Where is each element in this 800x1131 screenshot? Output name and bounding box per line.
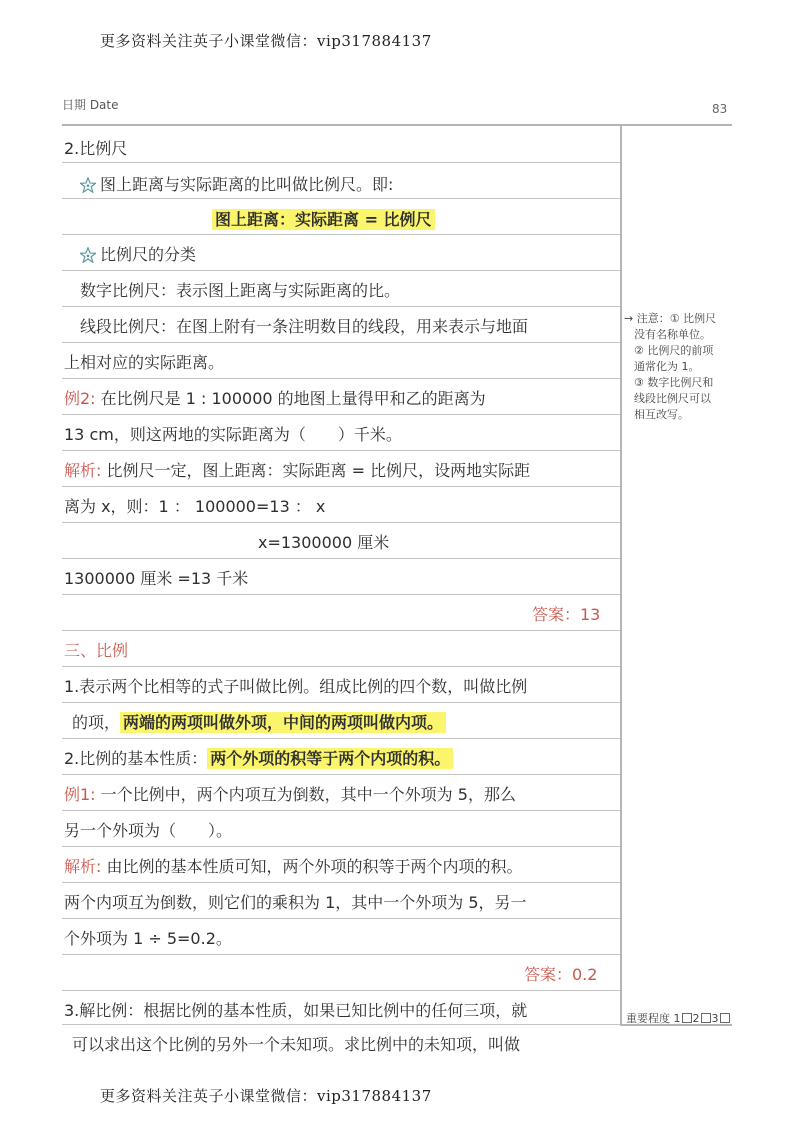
- numeric-scale-line: 数字比例尺：表示图上距离与实际距离的比。: [80, 281, 401, 300]
- rule: [62, 450, 620, 451]
- classification-line: [80, 244, 196, 266]
- terms-text: 的项，: [72, 713, 121, 732]
- side-note-line: 线段比例尺可以: [634, 392, 711, 405]
- side-note-line: ③ 数字比例尺和: [634, 376, 714, 389]
- side-note-line: 没有名称单位。: [634, 328, 711, 341]
- solution-text: 比例尺一定，图上距离：实际距离 = 比例尺，设两地实际距: [106, 461, 531, 480]
- side-note-line: → 注意：① 比例尺: [624, 312, 717, 325]
- example-2-continued: 13 cm，则这两地的实际距离为（ ）千米。: [64, 425, 402, 444]
- rule: [62, 882, 620, 883]
- formula-line: [212, 209, 435, 231]
- importance-rating: [626, 1010, 731, 1026]
- rule: [62, 486, 620, 487]
- basic-property-line: [64, 748, 453, 770]
- section-heading-scale: 2.比例尺: [64, 139, 128, 158]
- rule: [62, 594, 620, 595]
- solution-result: 个外项为 1 ÷ 5=0.2。: [64, 929, 232, 948]
- importance-level-2: 2: [692, 1012, 700, 1025]
- solve-proportion-line: 3.解比例：根据比例的基本性质，如果已知比例中的任何三项，就: [64, 1001, 528, 1020]
- classification-text: 比例尺的分类: [100, 245, 197, 264]
- date-label: 日期 Date: [62, 98, 119, 112]
- basic-property-label: 2.比例的基本性质：: [64, 749, 208, 768]
- highlighted-formula: 图上距离：实际距离 = 比例尺: [212, 209, 435, 230]
- top-banner: 更多资料关注英子小课堂微信：vip317884137: [100, 32, 432, 50]
- rule: [62, 558, 620, 559]
- rule: [62, 1024, 620, 1025]
- rule: [62, 270, 620, 271]
- line-scale-line: 线段比例尺：在图上附有一条注明数目的线段，用来表示与地面: [80, 317, 529, 336]
- rule: [62, 990, 620, 991]
- example-1-continued: 另一个外项为（ ）。: [64, 821, 233, 840]
- proportion-definition-continued: [72, 712, 446, 734]
- highlighted-terms: 两端的两项叫做外项，中间的两项叫做内项。: [120, 712, 446, 733]
- side-note-line: ② 比例尺的前项: [634, 344, 714, 357]
- star-bullet-icon: [80, 177, 96, 193]
- star-bullet-icon: [80, 247, 96, 263]
- solution-continued: 两个内项互为倒数，则它们的乘积为 1，其中一个外项为 5，另一: [64, 893, 527, 912]
- solution-continued: 离为 x，则：1 ： 100000=13 ： x: [64, 497, 326, 516]
- importance-label: 重要程度: [626, 1012, 670, 1025]
- solution-conversion: 1300000 厘米 =13 千米: [64, 569, 249, 588]
- definition-text: 图上距离与实际距离的比叫做比例尺。即:: [100, 175, 394, 194]
- example-2-line: [64, 388, 486, 410]
- checkbox-icon: [701, 1013, 711, 1023]
- bottom-banner: 更多资料关注英子小课堂微信：vip317884137: [100, 1087, 432, 1105]
- example-1-line: [64, 784, 516, 806]
- rule: [62, 846, 620, 847]
- rule: [62, 522, 620, 523]
- highlighted-property: 两个外项的积等于两个内项的积。: [207, 748, 453, 769]
- rule: [62, 414, 620, 415]
- example-label: 例1:: [64, 785, 96, 804]
- rule: [62, 738, 620, 739]
- rule: [62, 198, 620, 199]
- side-note: [624, 311, 754, 423]
- rule: [62, 378, 620, 379]
- rule: [62, 774, 620, 775]
- rule: [62, 702, 620, 703]
- solution-line: [64, 460, 530, 482]
- rule: [62, 954, 620, 955]
- rule: [62, 810, 620, 811]
- header-rule: [62, 124, 732, 126]
- definition-line: [80, 174, 393, 196]
- solve-proportion-continued: 可以求出这个比例的另外一个未知项。求比例中的未知项，叫做: [72, 1035, 521, 1054]
- importance-level-3: 3: [711, 1012, 719, 1025]
- solution-label: 解析:: [64, 857, 102, 876]
- side-note-line: 相互改写。: [634, 408, 689, 421]
- rule: [62, 162, 620, 163]
- proportion-definition: 1.表示两个比相等的式子叫做比例。组成比例的四个数，叫做比例: [64, 677, 528, 696]
- solution-line: [64, 856, 523, 878]
- checkbox-icon: [720, 1013, 730, 1023]
- answer-line: 答案：0.2: [524, 965, 598, 984]
- solution-result: x=1300000 厘米: [258, 533, 390, 552]
- importance-level-1: 1: [673, 1012, 681, 1025]
- rule: [62, 918, 620, 919]
- margin-rule: [620, 124, 622, 1024]
- solution-text: 由比例的基本性质可知，两个外项的积等于两个内项的积。: [106, 857, 523, 876]
- example-text: 一个比例中，两个内项互为倒数，其中一个外项为 5，那么: [100, 785, 516, 804]
- answer-line: 答案：13: [532, 605, 601, 624]
- solution-label: 解析:: [64, 461, 102, 480]
- rule: [62, 342, 620, 343]
- side-note-line: 通常化为 1。: [634, 360, 700, 373]
- rule: [62, 666, 620, 667]
- example-text: 在比例尺是 1 : 100000 的地图上量得甲和乙的距离为: [100, 389, 486, 408]
- example-label: 例2:: [64, 389, 96, 408]
- checkbox-icon: [682, 1013, 692, 1023]
- rule: [62, 234, 620, 235]
- page-number: 83: [712, 102, 728, 116]
- section-heading-proportion: 三、比例: [64, 641, 129, 660]
- line-scale-continued: 上相对应的实际距离。: [64, 353, 225, 372]
- rule: [62, 306, 620, 307]
- rule: [62, 630, 620, 631]
